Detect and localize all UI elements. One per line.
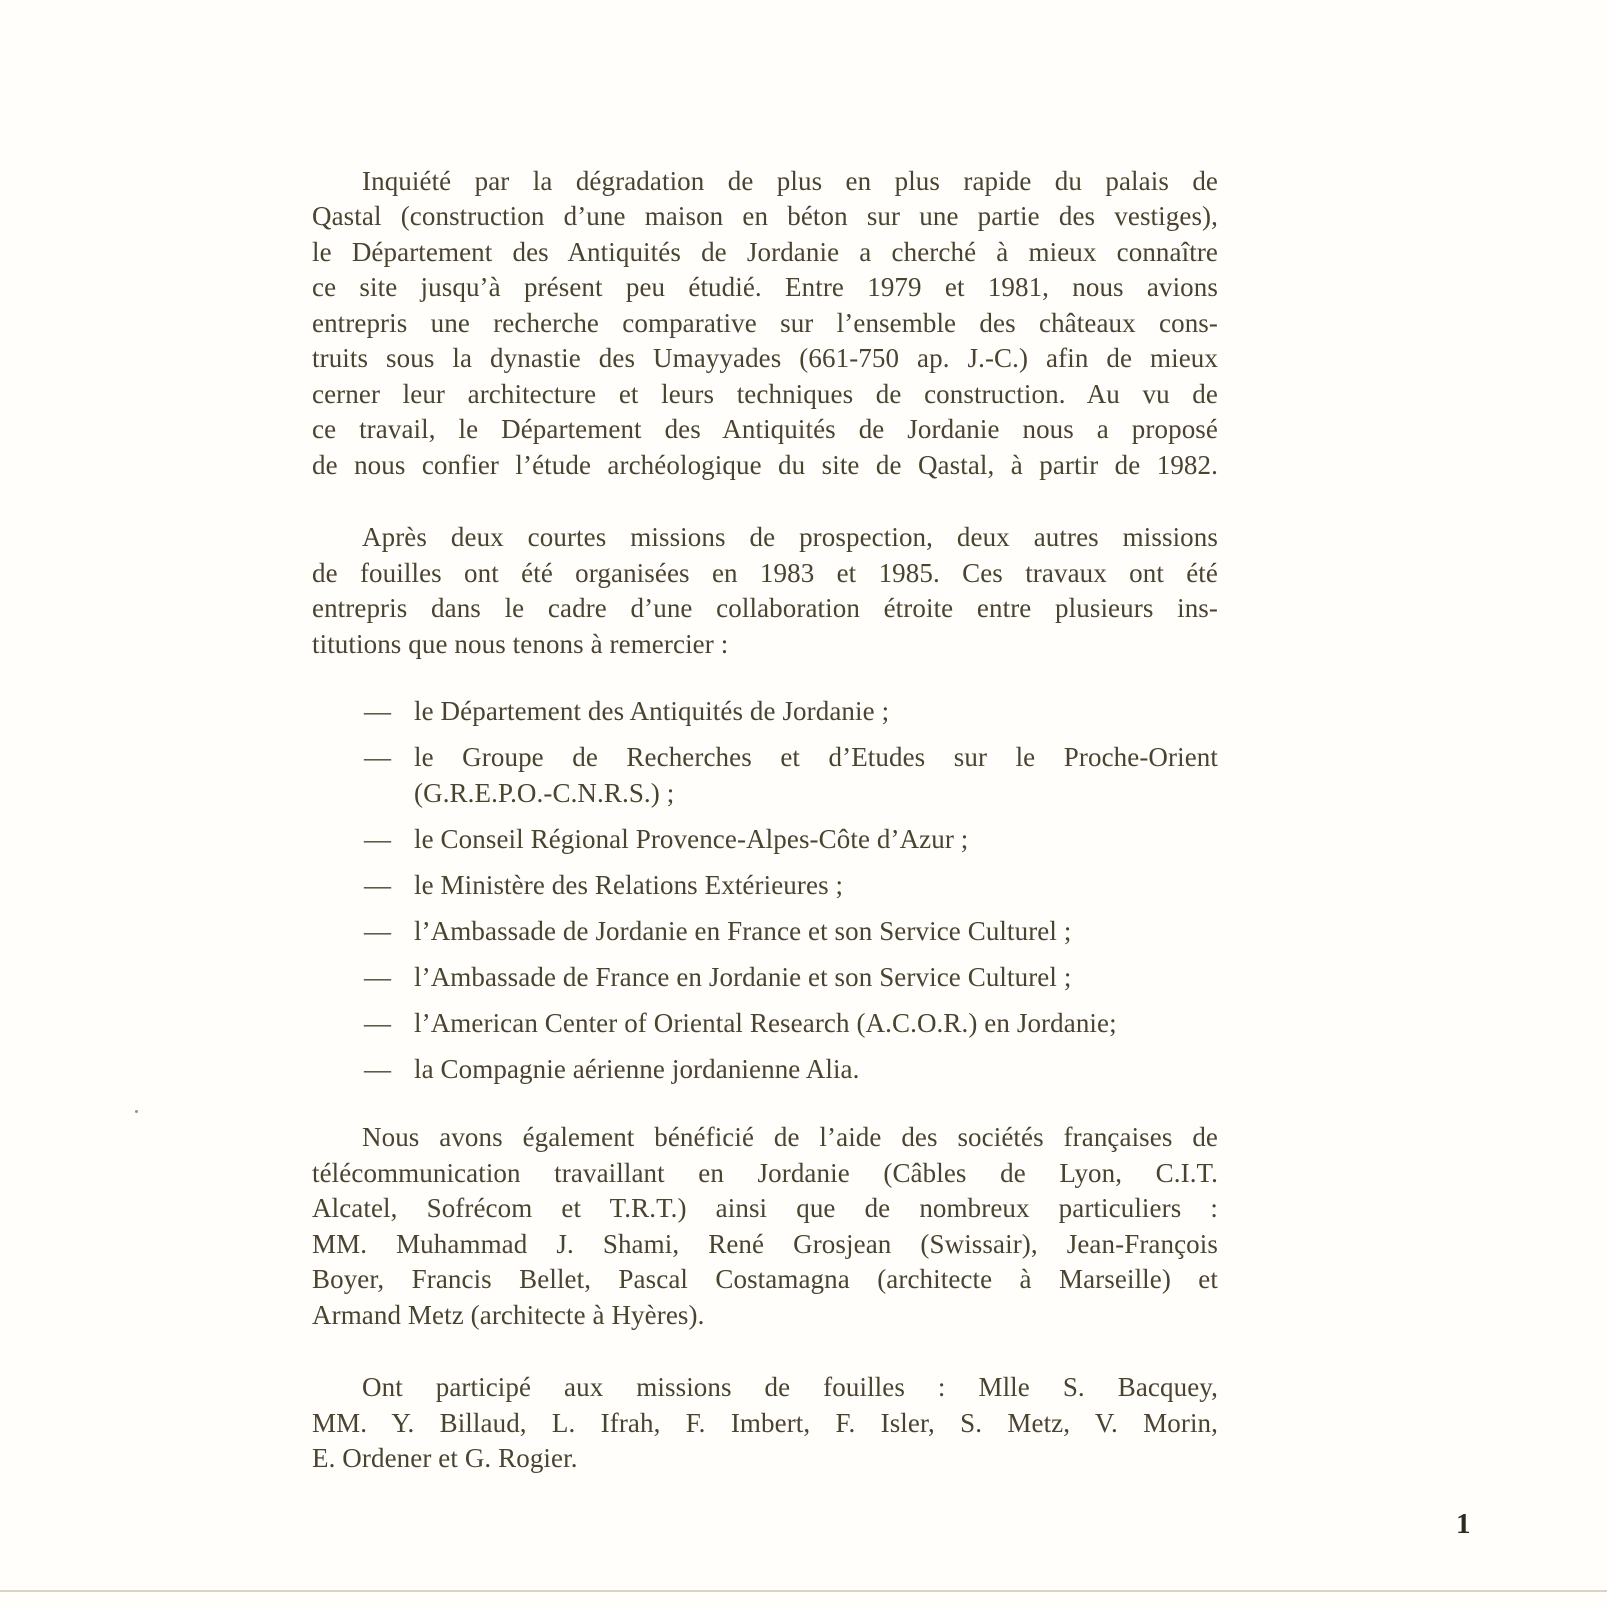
text-line: Alcatel, Sofrécom et T.R.T.) ainsi que de nombreux particuliers : xyxy=(312,1193,1218,1223)
text-line: Qastal (construction d’une maison en béton sur une partie des vestiges), xyxy=(312,201,1218,231)
text-line: Nous avons également bénéficié de l’aide des sociétés françaises de xyxy=(362,1122,1218,1152)
bottom-edge-line xyxy=(0,1590,1607,1592)
text-line: ce travail, le Département des Antiquités de Jordanie nous a proposé xyxy=(312,414,1218,444)
text-line: Après deux courtes missions de prospection, deux autres missions xyxy=(362,522,1218,552)
dash-marker: — xyxy=(364,824,391,854)
text-line: E. Ordener et G. Rogier. xyxy=(312,1443,578,1473)
list-item-text: l’Ambassade de Jordanie en France et son Service Culturel ; xyxy=(414,916,1072,946)
dash-marker: — xyxy=(364,1008,391,1038)
text-line: Boyer, Francis Bellet, Pascal Costamagna (architecte à Marseille) et xyxy=(312,1264,1218,1294)
list-item-text: le Département des Antiquités de Jordanie ; xyxy=(414,696,890,726)
text-line: télécommunication travaillant en Jordanie (Câbles de Lyon, C.I.T. xyxy=(312,1158,1218,1188)
dash-marker: — xyxy=(364,870,391,900)
page-number: 1 xyxy=(1456,1508,1471,1540)
list-item-text-continued: (G.R.E.P.O.-C.N.R.S.) ; xyxy=(414,778,675,808)
text-line: cerner leur architecture et leurs techniques de construction. Au vu de xyxy=(312,379,1218,409)
list-item-text: l’Ambassade de France en Jordanie et son Service Culturel ; xyxy=(414,962,1072,992)
list-item-text: le Ministère des Relations Extérieures ; xyxy=(414,870,844,900)
list-item-text: l’American Center of Oriental Research (A.C.O.R.) en Jordanie; xyxy=(414,1008,1117,1038)
text-line: Inquiété par la dégradation de plus en plus rapide du palais de xyxy=(362,166,1218,196)
text-line: ce site jusqu’à présent peu étudié. Entre 1979 et 1981, nous avions xyxy=(312,272,1218,302)
dash-marker: — xyxy=(364,916,391,946)
text-line: MM. Muhammad J. Shami, René Grosjean (Swissair), Jean-François xyxy=(312,1229,1218,1259)
dash-marker: — xyxy=(364,696,391,726)
text-line: de nous confier l’étude archéologique du site de Qastal, à partir de 1982. xyxy=(312,450,1218,480)
dash-marker: — xyxy=(364,962,391,992)
text-line: entrepris une recherche comparative sur l’ensemble des châteaux cons- xyxy=(312,308,1218,338)
text-line: titutions que nous tenons à remercier : xyxy=(312,629,729,659)
list-item-text: le Conseil Régional Provence-Alpes-Côte d’Azur ; xyxy=(414,824,969,854)
text-line: entrepris dans le cadre d’une collaboration étroite entre plusieurs ins- xyxy=(312,593,1218,623)
text-line: Armand Metz (architecte à Hyères). xyxy=(312,1300,705,1330)
text-line: de fouilles ont été organisées en 1983 et 1985. Ces travaux ont été xyxy=(312,558,1218,588)
list-item-text: le Groupe de Recherches et d’Etudes sur le Proche-Orient xyxy=(414,742,1218,772)
dash-marker: — xyxy=(364,742,391,772)
scan-speck xyxy=(135,1110,138,1113)
text-line: Ont participé aux missions de fouilles : Mlle S. Bacquey, xyxy=(362,1372,1218,1402)
text-line: truits sous la dynastie des Umayyades (661-750 ap. J.-C.) afin de mieux xyxy=(312,343,1218,373)
text-line: MM. Y. Billaud, L. Ifrah, F. Imbert, F. Isler, S. Metz, V. Morin, xyxy=(312,1408,1218,1438)
text-line: le Département des Antiquités de Jordanie a cherché à mieux connaître xyxy=(312,237,1218,267)
dash-marker: — xyxy=(364,1054,391,1084)
list-item-text: la Compagnie aérienne jordanienne Alia. xyxy=(414,1054,860,1084)
